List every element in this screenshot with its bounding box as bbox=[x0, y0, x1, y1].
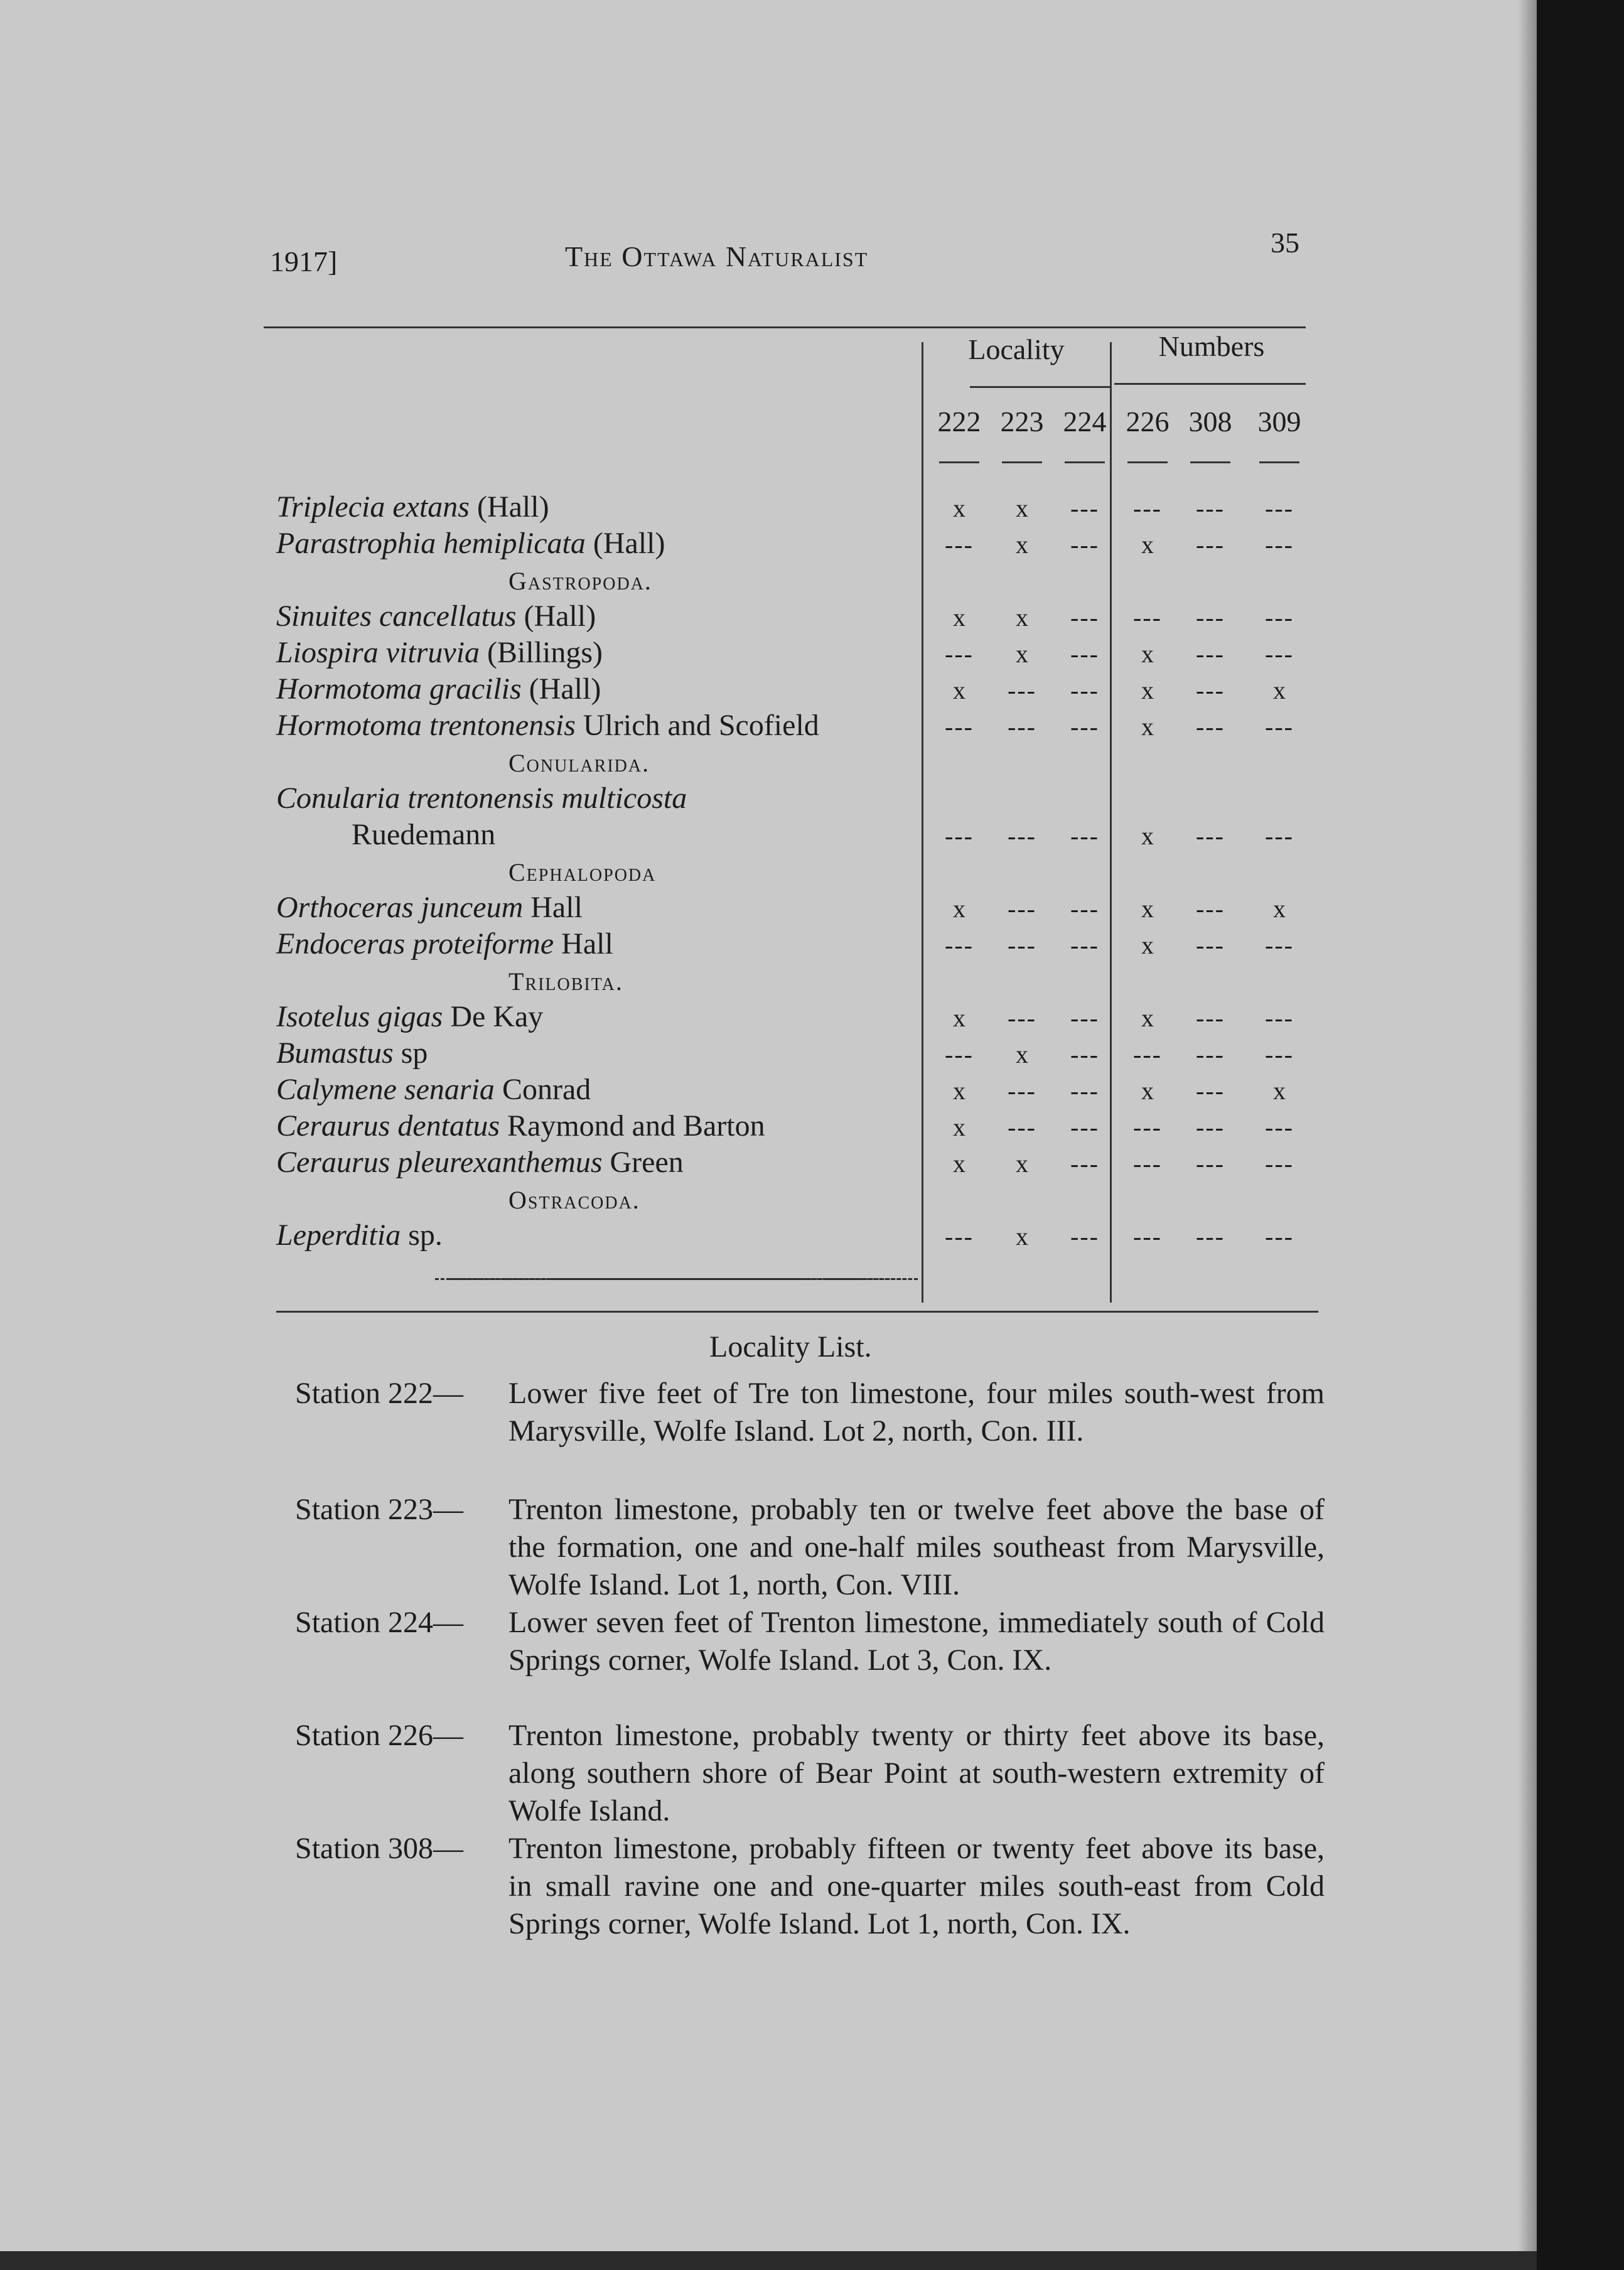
table-cell: --- bbox=[1196, 1113, 1225, 1141]
table-cell: --- bbox=[1196, 1149, 1225, 1178]
species-name: Endoceras proteiforme bbox=[276, 927, 554, 960]
table-cell: --- bbox=[1008, 676, 1036, 704]
table-cell: --- bbox=[1133, 603, 1162, 632]
table-cell: x bbox=[953, 895, 965, 923]
table-cell: --- bbox=[1133, 1113, 1162, 1141]
species-name: Isotelus gigas bbox=[276, 1000, 443, 1033]
section-heading: Trilobita. bbox=[508, 967, 623, 996]
table-cell: --- bbox=[1196, 1040, 1225, 1068]
column-header-226: 226 bbox=[1126, 406, 1170, 438]
table-cell: --- bbox=[1008, 1077, 1036, 1105]
table-cell: x bbox=[953, 494, 965, 522]
table-cell: --- bbox=[1265, 1004, 1294, 1032]
table-cell: --- bbox=[945, 530, 974, 559]
numbers-group-rule bbox=[1114, 383, 1306, 385]
table-cell: --- bbox=[1196, 822, 1225, 850]
table-cell: --- bbox=[1133, 1149, 1162, 1178]
table-cell: --- bbox=[945, 640, 974, 668]
table-cell: --- bbox=[1196, 676, 1225, 704]
table-cell: --- bbox=[1070, 494, 1099, 522]
table-vline-names bbox=[922, 342, 923, 1303]
species-author: Raymond and Barton bbox=[500, 1109, 765, 1143]
species-author: (Hall) bbox=[516, 600, 596, 633]
species-name: Sinuites cancellatus bbox=[276, 600, 517, 633]
section-heading: Conularida. bbox=[508, 749, 650, 777]
table-bottom-rule bbox=[276, 1311, 1318, 1313]
page-fold-shadow bbox=[1518, 0, 1537, 2251]
table-cell: --- bbox=[1070, 1149, 1099, 1178]
table-row bbox=[276, 927, 613, 962]
table-cell: --- bbox=[1008, 895, 1036, 923]
table-cell: --- bbox=[1070, 1004, 1099, 1032]
species-name: Bumastus bbox=[276, 1036, 394, 1070]
table-row bbox=[276, 781, 687, 816]
station-description: Trenton limestone, probably ten or twelve feet above the base of the formation, one and one-half miles southeast from Marysville, Wolfe Island. Lot 1, north, Con. VIII. bbox=[508, 1493, 1325, 1601]
table-row bbox=[276, 708, 819, 743]
station-description: Lower five feet of Tre ton limestone, four miles south-west from Marysville, Wolfe Island. Lot 2, north, Con. III. bbox=[508, 1377, 1325, 1448]
table-top-rule bbox=[264, 326, 1306, 328]
table-cell: --- bbox=[1196, 1004, 1225, 1032]
table-cell: --- bbox=[1196, 895, 1225, 923]
table-cell: x bbox=[1016, 1149, 1028, 1178]
table-cell: x bbox=[1141, 895, 1154, 923]
station-description: Trenton limestone, probably fifteen or twenty feet above its base, in small ravine one and one-quarter miles south-east from Cold Springs corner, Wolfe Island. Lot 1, north, Con. IX. bbox=[508, 1832, 1325, 1940]
table-cell: x bbox=[1141, 676, 1154, 704]
table-row bbox=[276, 635, 603, 670]
table-cell: --- bbox=[1008, 1004, 1036, 1032]
table-cell: x bbox=[1273, 1077, 1286, 1105]
species-author: sp. bbox=[401, 1218, 443, 1252]
table-cell: x bbox=[1141, 931, 1154, 959]
table-row bbox=[276, 1109, 765, 1144]
species-author: Hall bbox=[554, 927, 613, 960]
table-row bbox=[276, 1072, 591, 1107]
table-cell: --- bbox=[1070, 1222, 1099, 1251]
table-cell: --- bbox=[1265, 822, 1294, 850]
species-name: Conularia trentonensis multicosta bbox=[276, 782, 687, 815]
table-cell: --- bbox=[1196, 1077, 1225, 1105]
table-row bbox=[276, 1036, 428, 1071]
table-cell: --- bbox=[1133, 1040, 1162, 1068]
table-cell: --- bbox=[1070, 931, 1099, 959]
column-underline bbox=[1259, 461, 1299, 463]
section-heading: Ostracoda. bbox=[508, 1186, 640, 1214]
species-author: Conrad bbox=[494, 1073, 591, 1106]
table-cell: --- bbox=[1070, 713, 1099, 741]
scan-edge-bottom bbox=[0, 2251, 1537, 2270]
column-header-308: 308 bbox=[1188, 406, 1232, 438]
table-cell: x bbox=[953, 1149, 965, 1178]
table-cell: --- bbox=[1070, 676, 1099, 704]
header-year: 1917] bbox=[270, 245, 338, 277]
table-cell: x bbox=[1141, 1004, 1154, 1032]
species-name: Parastrophia hemiplicata bbox=[276, 527, 586, 560]
station-label: Station 222— bbox=[295, 1377, 464, 1410]
table-cell: --- bbox=[1265, 713, 1294, 741]
column-header-309: 309 bbox=[1257, 406, 1301, 438]
section-heading: Gastropoda. bbox=[508, 567, 652, 595]
table-cell: --- bbox=[1196, 640, 1225, 668]
species-author: (Billings) bbox=[480, 636, 603, 669]
locality-group-header: Locality bbox=[968, 333, 1065, 365]
species-author: (Hall) bbox=[585, 527, 665, 560]
table-cell: --- bbox=[945, 1040, 974, 1068]
table-cell: x bbox=[1273, 895, 1286, 923]
table-cell: --- bbox=[1008, 822, 1036, 850]
table-cell: --- bbox=[1265, 494, 1294, 522]
table-cell: --- bbox=[1196, 1222, 1225, 1251]
species-author: Green bbox=[602, 1146, 684, 1179]
table-cell: --- bbox=[1196, 603, 1225, 632]
table-cell: x bbox=[953, 1004, 965, 1032]
table-cell: x bbox=[1141, 530, 1154, 559]
species-author: Ulrich and Scofield bbox=[575, 709, 819, 742]
table-cell: --- bbox=[1265, 1113, 1294, 1141]
table-row bbox=[352, 817, 495, 853]
column-underline bbox=[939, 461, 979, 463]
species-author: Hall bbox=[523, 891, 583, 924]
species-name: Liospira vitruvia bbox=[276, 636, 480, 669]
page-number: 35 bbox=[1271, 227, 1299, 259]
table-cell: --- bbox=[1008, 1113, 1036, 1141]
table-cell: --- bbox=[1070, 895, 1099, 923]
table-cell: --- bbox=[945, 822, 974, 850]
station-description: Lower seven feet of Trenton limestone, immediately south of Cold Springs corner, Wolfe Island. Lot 3, Con. IX. bbox=[508, 1606, 1325, 1677]
species-author: De Kay bbox=[443, 1000, 544, 1033]
table-cell: x bbox=[953, 676, 965, 704]
table-cell: --- bbox=[1070, 1077, 1099, 1105]
column-underline bbox=[1065, 461, 1105, 463]
species-name: Ceraurus pleurexanthemus bbox=[276, 1146, 603, 1179]
table-cell: x bbox=[1273, 676, 1286, 704]
table-cell: x bbox=[953, 603, 965, 632]
station-label: Station 223— bbox=[295, 1493, 464, 1526]
table-cell: x bbox=[1016, 640, 1028, 668]
species-author: sp bbox=[393, 1036, 428, 1070]
table-cell: x bbox=[953, 1113, 965, 1141]
section-heading: Cephalopoda bbox=[508, 858, 657, 886]
table-cell: x bbox=[1016, 494, 1028, 522]
table-cell: x bbox=[953, 1077, 965, 1105]
dot-leader bbox=[450, 1278, 918, 1280]
species-name: Leperditia bbox=[276, 1218, 401, 1252]
table-cell: --- bbox=[1008, 931, 1036, 959]
table-row bbox=[276, 999, 543, 1035]
table-cell: --- bbox=[1196, 931, 1225, 959]
table-cell: --- bbox=[1265, 530, 1294, 559]
table-cell: --- bbox=[1265, 1222, 1294, 1251]
column-underline bbox=[1127, 461, 1168, 463]
species-name: Calymene senaria bbox=[276, 1073, 495, 1106]
station-label: Station 226— bbox=[295, 1719, 464, 1752]
table-row bbox=[276, 890, 583, 925]
table-cell: --- bbox=[1265, 1149, 1294, 1178]
station-description: Trenton limestone, probably twenty or thirty feet above its base, along southern shore of Bear Point at south-western extremity of Wolfe Island. bbox=[508, 1719, 1325, 1827]
journal-title: The Ottawa Naturalist bbox=[565, 240, 869, 272]
table-row bbox=[276, 672, 601, 707]
species-author: (Hall) bbox=[521, 672, 601, 706]
scan-edge-right bbox=[1537, 0, 1624, 2270]
table-cell: --- bbox=[1196, 494, 1225, 522]
column-header-222: 222 bbox=[937, 406, 981, 438]
table-row bbox=[276, 1145, 684, 1180]
table-cell: --- bbox=[1070, 603, 1099, 632]
species-name: Orthoceras junceum bbox=[276, 891, 524, 924]
table-row bbox=[276, 490, 549, 525]
species-name: Triplecia extans bbox=[276, 490, 470, 524]
table-cell: --- bbox=[1196, 530, 1225, 559]
table-cell: x bbox=[1016, 603, 1028, 632]
table-cell: --- bbox=[1265, 603, 1294, 632]
species-name: Hormotoma trentonensis bbox=[276, 709, 576, 742]
table-cell: --- bbox=[945, 931, 974, 959]
table-cell: --- bbox=[1265, 1040, 1294, 1068]
species-author: (Hall) bbox=[469, 490, 549, 524]
table-cell: --- bbox=[1196, 713, 1225, 741]
running-header bbox=[264, 226, 1306, 276]
locality-list-title: Locality List. bbox=[709, 1330, 872, 1364]
table-cell: x bbox=[1141, 1077, 1154, 1105]
table-cell: --- bbox=[1070, 822, 1099, 850]
table-cell: --- bbox=[1070, 1040, 1099, 1068]
table-cell: --- bbox=[945, 1222, 974, 1251]
table-cell: --- bbox=[1133, 1222, 1162, 1251]
table-cell: --- bbox=[1133, 494, 1162, 522]
table-cell: x bbox=[1016, 1222, 1028, 1251]
table-row bbox=[276, 1218, 443, 1253]
table-cell: --- bbox=[1265, 640, 1294, 668]
table-cell: --- bbox=[1265, 931, 1294, 959]
table-cell: x bbox=[1141, 640, 1154, 668]
species-name: Ceraurus dentatus bbox=[276, 1109, 500, 1143]
table-cell: x bbox=[1016, 530, 1028, 559]
column-header-224: 224 bbox=[1063, 406, 1107, 438]
column-header-223: 223 bbox=[1000, 406, 1044, 438]
table-cell: --- bbox=[1070, 1113, 1099, 1141]
table-cell: --- bbox=[1070, 640, 1099, 668]
column-underline bbox=[1002, 461, 1042, 463]
station-label: Station 224— bbox=[295, 1606, 464, 1639]
table-row bbox=[276, 599, 596, 634]
table-row bbox=[276, 526, 665, 561]
table-cell: x bbox=[1016, 1040, 1028, 1068]
table-cell: --- bbox=[1070, 530, 1099, 559]
table-cell: --- bbox=[1008, 713, 1036, 741]
species-author: Ruedemann bbox=[352, 818, 496, 851]
table-cell: --- bbox=[945, 713, 974, 741]
station-label: Station 308— bbox=[295, 1832, 464, 1865]
locality-group-rule bbox=[970, 386, 1111, 388]
table-cell: x bbox=[1141, 713, 1154, 741]
numbers-group-header: Numbers bbox=[1158, 330, 1265, 362]
column-underline bbox=[1190, 461, 1230, 463]
species-name: Hormotoma gracilis bbox=[276, 672, 522, 706]
table-cell: x bbox=[1141, 822, 1154, 850]
